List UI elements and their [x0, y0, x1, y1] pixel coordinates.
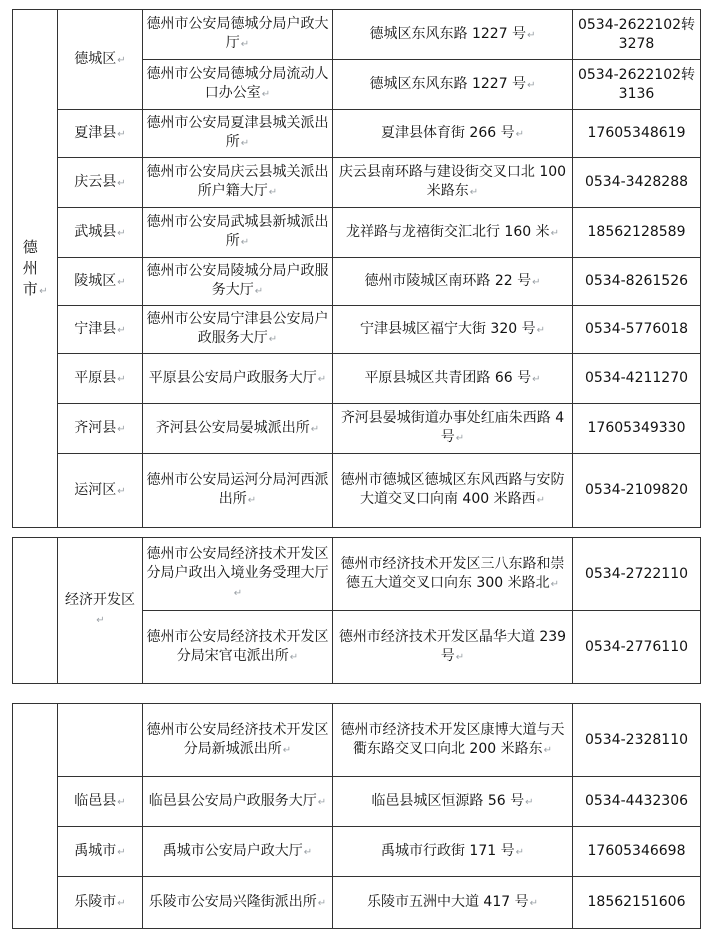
paragraph-mark: ↵: [96, 615, 105, 626]
phone-number: 18562128589: [587, 224, 686, 240]
phone-cell: [573, 454, 701, 528]
address-cell: [333, 404, 573, 454]
address-text: 德城区东风东路 1227 号: [369, 75, 527, 92]
address-cell: [333, 704, 573, 777]
phone-number: 0534-4211270: [584, 370, 689, 386]
address-cell: [333, 208, 573, 258]
district-name: 临邑县: [74, 792, 117, 809]
city-cell: [13, 10, 58, 528]
district-cell: [58, 827, 143, 877]
office-cell: [143, 611, 333, 684]
address-text: 临邑县城区恒源路 56 号: [371, 792, 525, 809]
address-cell: [333, 60, 573, 110]
paragraph-mark: ↵: [532, 373, 541, 385]
phone-cell: [573, 538, 701, 611]
table-row: [13, 404, 701, 454]
table-segment-3: [12, 703, 701, 929]
address-cell: [333, 877, 573, 929]
district-name: 德城区: [74, 50, 117, 67]
district-name: 乐陵市: [74, 893, 117, 910]
table-segment-2: [12, 537, 701, 684]
address-cell: [333, 354, 573, 404]
district-cell: [58, 110, 143, 158]
phone-number: 0534-3428288: [584, 174, 689, 190]
paragraph-mark: ↵: [527, 29, 536, 41]
paragraph-mark: ↵: [117, 796, 126, 808]
office-cell: [143, 354, 333, 404]
district-name: 齐河县: [74, 419, 117, 436]
office-name: 平原县公安局户政服务大厅: [148, 369, 317, 386]
office-cell: [143, 704, 333, 777]
table-row: [13, 538, 701, 611]
phone-number: 17605349330: [587, 420, 686, 436]
paragraph-mark: ↵: [268, 334, 278, 345]
phone-number: 18562151606: [587, 894, 686, 910]
address-text: 德州市经济技术开发区三八东路和崇德五大道交叉口向东 300 米路北: [340, 555, 565, 591]
office-cell: [143, 538, 333, 611]
table-row: [13, 354, 701, 404]
district-cell: [58, 258, 143, 306]
city-name: 德州市: [22, 237, 38, 298]
office-name: 齐河县公安局晏城派出所: [155, 419, 310, 436]
table-row: [13, 454, 701, 528]
district-name: 庆云县: [74, 173, 117, 190]
city-cell: [13, 538, 58, 684]
table-row: [13, 208, 701, 258]
paragraph-mark: ↵: [455, 433, 465, 444]
office-name: 德州市公安局庆云县城关派出所户籍大厅: [146, 164, 329, 199]
phone-number: 0534-8261526: [584, 273, 689, 289]
office-name: 德州市公安局宁津县公安局户政服务大厅: [146, 311, 329, 346]
address-cell: [333, 777, 573, 827]
district-name: 陵城区: [74, 272, 117, 289]
paragraph-mark: ↵: [254, 286, 264, 297]
table-row: [13, 158, 701, 208]
office-cell: [143, 258, 333, 306]
paragraph-mark: ↵: [117, 373, 126, 385]
paragraph-mark: ↵: [240, 39, 250, 50]
paragraph-mark: ↵: [117, 276, 126, 288]
paragraph-mark: ↵: [268, 187, 278, 198]
address-cell: [333, 10, 573, 60]
paragraph-mark: ↵: [117, 227, 126, 239]
paragraph-mark: ↵: [525, 796, 534, 808]
paragraph-mark: ↵: [543, 744, 552, 756]
office-name: 德州市公安局运河分局河西派出所: [146, 472, 329, 507]
phone-cell: [573, 704, 701, 777]
office-name: 德州市公安局陵城分局户政服务大厅: [146, 263, 329, 298]
paragraph-mark: ↵: [536, 495, 545, 506]
address-cell: [333, 454, 573, 528]
phone-number: 0534-2622102转 3278: [577, 16, 696, 52]
address-text: 宁津县城区福宁大街 320 号: [359, 320, 536, 337]
phone-number: 0534-2776110: [584, 638, 689, 655]
paragraph-mark: ↵: [117, 423, 126, 435]
address-text: 德州市陵城区南环路 22 号: [364, 272, 532, 289]
address-text: 德州市经济技术开发区晶华大道 239 号: [338, 628, 567, 664]
table-row: [13, 877, 701, 929]
paragraph-mark: ↵: [289, 651, 299, 663]
phone-cell: [573, 306, 701, 354]
office-name: 德州市公安局经济技术开发区分局新城派出所: [146, 721, 329, 757]
district-name: 武城县: [74, 223, 117, 240]
paragraph-mark: ↵: [117, 846, 126, 858]
office-name: 德州市公安局经济技术开发区分局户政出入境业务受理大厅: [146, 546, 329, 581]
paragraph-mark: ↵: [247, 495, 257, 506]
office-cell: [143, 158, 333, 208]
address-text: 乐陵市五洲中大道 417 号: [366, 893, 529, 910]
phone-number: 17605346698: [587, 843, 686, 859]
phone-cell: [573, 877, 701, 929]
paragraph-mark: ↵: [515, 128, 524, 140]
paragraph-mark: ↵: [532, 276, 541, 288]
address-text: 夏津县体育街 266 号: [380, 124, 515, 141]
paragraph-mark: ↵: [527, 79, 536, 91]
address-text: 龙祥路与龙禧街交汇北行 160 米: [345, 223, 550, 240]
district-cell: [58, 354, 143, 404]
paragraph-mark: ↵: [317, 897, 327, 909]
table-row: [13, 704, 701, 777]
district-cell: [58, 777, 143, 827]
office-name: 德州市公安局德城分局流动人口办公室: [146, 66, 329, 101]
paragraph-mark: ↵: [117, 324, 126, 336]
phone-number: 0534-4432306: [584, 793, 689, 809]
paragraph-mark: ↵: [529, 897, 538, 909]
paragraph-mark: ↵: [117, 485, 126, 497]
address-text: 平原县城区共青团路 66 号: [364, 369, 532, 386]
phone-number: 0534-2109820: [584, 482, 689, 498]
phone-number: 17605348619: [587, 125, 686, 141]
district-cell: [58, 538, 143, 684]
paragraph-mark: ↵: [550, 578, 559, 590]
paragraph-mark: ↵: [117, 128, 126, 140]
district-name: 经济开发区: [65, 592, 135, 608]
office-cell: [143, 877, 333, 929]
district-name: 禹城市: [74, 842, 117, 859]
phone-cell: [573, 158, 701, 208]
district-cell: [58, 877, 143, 929]
phone-cell: [573, 110, 701, 158]
office-name: 乐陵市公安局兴隆街派出所: [148, 893, 317, 910]
paragraph-mark: ↵: [515, 846, 524, 858]
district-name: 平原县: [74, 369, 117, 386]
phone-cell: [573, 827, 701, 877]
address-text: 德州市德城区德城区东风西路与安防大道交叉口向南 400 米路西: [340, 472, 565, 507]
paragraph-mark: ↵: [317, 796, 327, 808]
office-name: 德州市公安局经济技术开发区分局宋官屯派出所: [146, 628, 329, 664]
district-cell: [58, 704, 143, 777]
district-cell: [58, 208, 143, 258]
paragraph-mark: ↵: [282, 744, 292, 756]
table-segment-1: [12, 9, 701, 528]
office-cell: [143, 60, 333, 110]
phone-cell: [573, 258, 701, 306]
office-name: 德州市公安局夏津县城关派出所: [146, 115, 329, 150]
district-cell: [58, 158, 143, 208]
phone-number: 0534-5776018: [584, 321, 689, 337]
address-cell: [333, 611, 573, 684]
paragraph-mark: ↵: [261, 89, 271, 100]
paragraph-mark: ↵: [469, 187, 479, 198]
office-name: 德州市公安局武城县新城派出所: [146, 214, 329, 249]
paragraph-mark: ↵: [117, 897, 126, 909]
phone-cell: [573, 60, 701, 110]
office-cell: [143, 454, 333, 528]
table-row: [13, 306, 701, 354]
address-text: 庆云县南环路与建设街交叉口北 100 米路东: [338, 164, 567, 199]
phone-cell: [573, 354, 701, 404]
table-row: [13, 827, 701, 877]
paragraph-mark: ↵: [550, 227, 559, 239]
office-name: 禹城市公安局户政大厅: [162, 842, 303, 859]
office-cell: [143, 404, 333, 454]
city-cell: [13, 704, 58, 929]
district-cell: [58, 306, 143, 354]
table-row: [13, 777, 701, 827]
address-cell: [333, 110, 573, 158]
phone-number: 0534-2622102转 3136: [577, 66, 696, 102]
office-cell: [143, 208, 333, 258]
paragraph-mark: ↵: [455, 651, 465, 663]
paragraph-mark: ↵: [240, 237, 250, 248]
district-cell: [58, 404, 143, 454]
address-cell: [333, 538, 573, 611]
table-row: [13, 258, 701, 306]
address-text: 德城区东风东路 1227 号: [369, 25, 527, 42]
office-cell: [143, 306, 333, 354]
office-cell: [143, 777, 333, 827]
address-cell: [333, 827, 573, 877]
phone-cell: [573, 10, 701, 60]
address-cell: [333, 258, 573, 306]
phone-cell: [573, 611, 701, 684]
table-row: [13, 10, 701, 60]
paragraph-mark: ↵: [233, 588, 243, 599]
district-cell: [58, 454, 143, 528]
phone-cell: [573, 777, 701, 827]
address-cell: [333, 306, 573, 354]
paragraph-mark: ↵: [39, 285, 48, 297]
paragraph-mark: ↵: [117, 54, 126, 66]
district-name: 夏津县: [74, 124, 117, 141]
paragraph-mark: ↵: [536, 324, 545, 336]
paragraph-mark: ↵: [240, 138, 250, 149]
phone-cell: [573, 208, 701, 258]
district-name: 宁津县: [74, 320, 117, 337]
district-name: 运河区: [74, 481, 117, 498]
phone-number: 0534-2328110: [584, 731, 689, 748]
office-cell: [143, 110, 333, 158]
paragraph-mark: ↵: [310, 423, 320, 435]
address-text: 德州市经济技术开发区康博大道与天衢东路交叉口向北 200 米路东: [340, 721, 565, 757]
paragraph-mark: ↵: [303, 846, 313, 858]
office-name: 临邑县公安局户政服务大厅: [148, 792, 317, 809]
paragraph-mark: ↵: [117, 177, 126, 189]
paragraph-mark: ↵: [317, 373, 327, 385]
address-text: 禹城市行政街 171 号: [380, 842, 515, 859]
office-cell: [143, 827, 333, 877]
office-cell: [143, 10, 333, 60]
address-text: 齐河县晏城街道办事处红庙朱西路 4 号: [340, 410, 565, 445]
table-row: [13, 110, 701, 158]
phone-cell: [573, 404, 701, 454]
office-name: 德州市公安局德城分局户政大厅: [146, 16, 329, 51]
address-cell: [333, 158, 573, 208]
district-cell: [58, 10, 143, 110]
phone-number: 0534-2722110: [584, 565, 689, 582]
